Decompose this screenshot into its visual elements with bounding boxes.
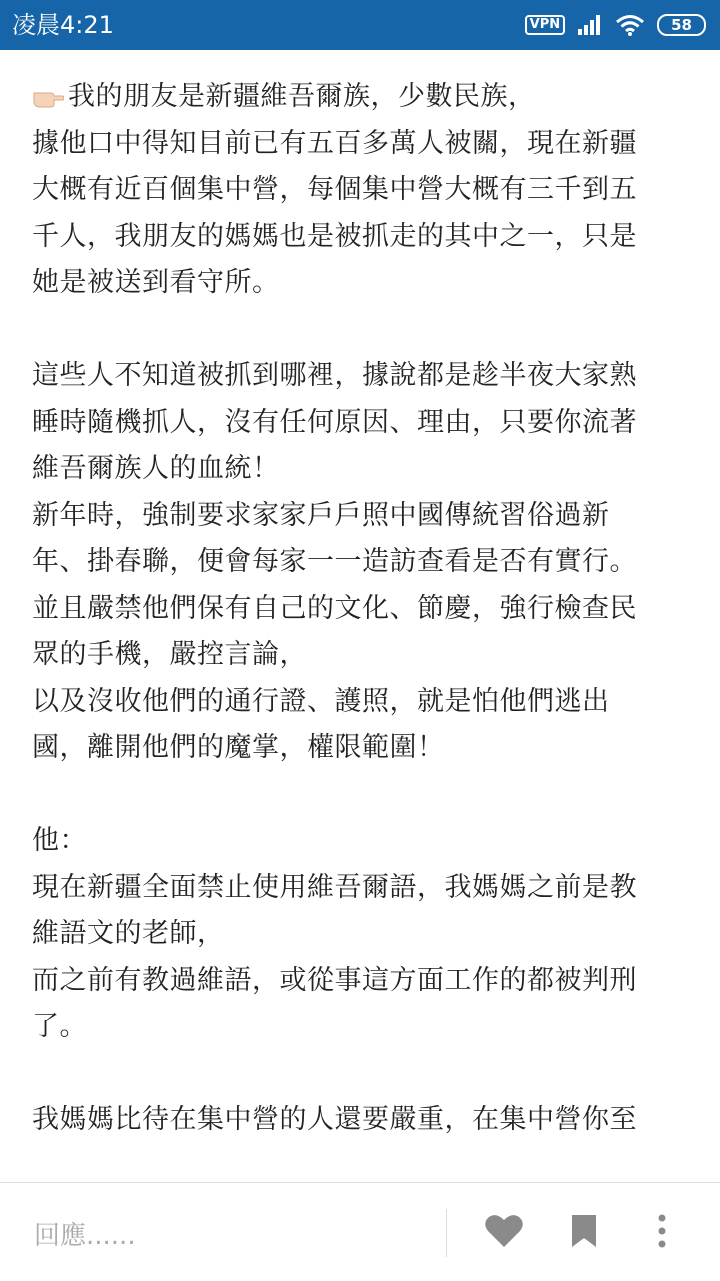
status-icons xyxy=(525,12,706,38)
text-line: 年、掛春聯，便會每家一一造訪查看是否有實行。 xyxy=(32,546,637,577)
battery-icon: 58 xyxy=(657,14,706,36)
status-bar xyxy=(0,0,720,50)
paragraph-2 xyxy=(32,353,692,772)
paragraph-3 xyxy=(32,818,692,1051)
text-line: 這些人不知道被抓到哪裡，據說都是趁半夜大家熟 xyxy=(32,360,637,391)
text-line: 千人，我朋友的媽媽也是被抓走的其中之一，只是 xyxy=(32,220,637,252)
reply-input[interactable]: 回應...... xyxy=(34,1221,136,1251)
text-line: 維吾爾族人的血統！ xyxy=(32,453,280,484)
text-line: 維語文的老師， xyxy=(32,918,225,949)
bookmark-icon[interactable] xyxy=(570,1213,598,1249)
bottom-action-bar xyxy=(0,1182,720,1281)
divider xyxy=(446,1209,447,1257)
heart-icon[interactable] xyxy=(484,1213,524,1249)
text-line: 我媽媽比待在集中營的人還要嚴重，在集中營你至 xyxy=(32,1104,637,1135)
text-line: 國，離開他們的魔掌，權限範圍！ xyxy=(32,732,445,763)
text-line: 睡時隨機抓人，沒有任何原因、理由，只要你流著 xyxy=(32,406,637,438)
text-line: 我的朋友是新疆維吾爾族，少數民族， xyxy=(32,74,692,121)
text-line: 眾的手機，嚴控言論， xyxy=(32,639,307,670)
text-line: 大概有近百個集中營，每個集中營大概有三千到五 xyxy=(32,174,637,205)
pointing-hand-icon xyxy=(32,84,64,108)
text-line: 他： xyxy=(32,825,87,856)
vpn-icon: VPN xyxy=(525,15,565,35)
text-line: 並且嚴禁他們保有自己的文化、節慶，強行檢查民 xyxy=(32,592,637,624)
paragraph-1 xyxy=(32,74,692,307)
status-time: 凌晨4:21 xyxy=(12,11,114,39)
paragraph-4 xyxy=(32,1097,692,1144)
text-line: 她是被送到看守所。 xyxy=(32,267,280,298)
post-content xyxy=(32,74,692,1190)
text-line: 而之前有教過維語，或從事這方面工作的都被判刑 xyxy=(32,964,637,996)
text-line: 據他口中得知目前已有五百多萬人被關，現在新疆 xyxy=(32,127,637,159)
signal-icon xyxy=(577,15,603,35)
text-line: 了。 xyxy=(32,1011,87,1042)
text-line: 現在新疆全面禁止使用維吾爾語，我媽媽之前是教 xyxy=(32,871,637,903)
wifi-icon xyxy=(615,14,645,36)
more-icon[interactable] xyxy=(656,1213,668,1249)
text-line: 新年時，強制要求家家戶戶照中國傳統習俗過新 xyxy=(32,499,610,531)
text-line: 以及沒收他們的通行證、護照，就是怕他們逃出 xyxy=(32,685,610,717)
